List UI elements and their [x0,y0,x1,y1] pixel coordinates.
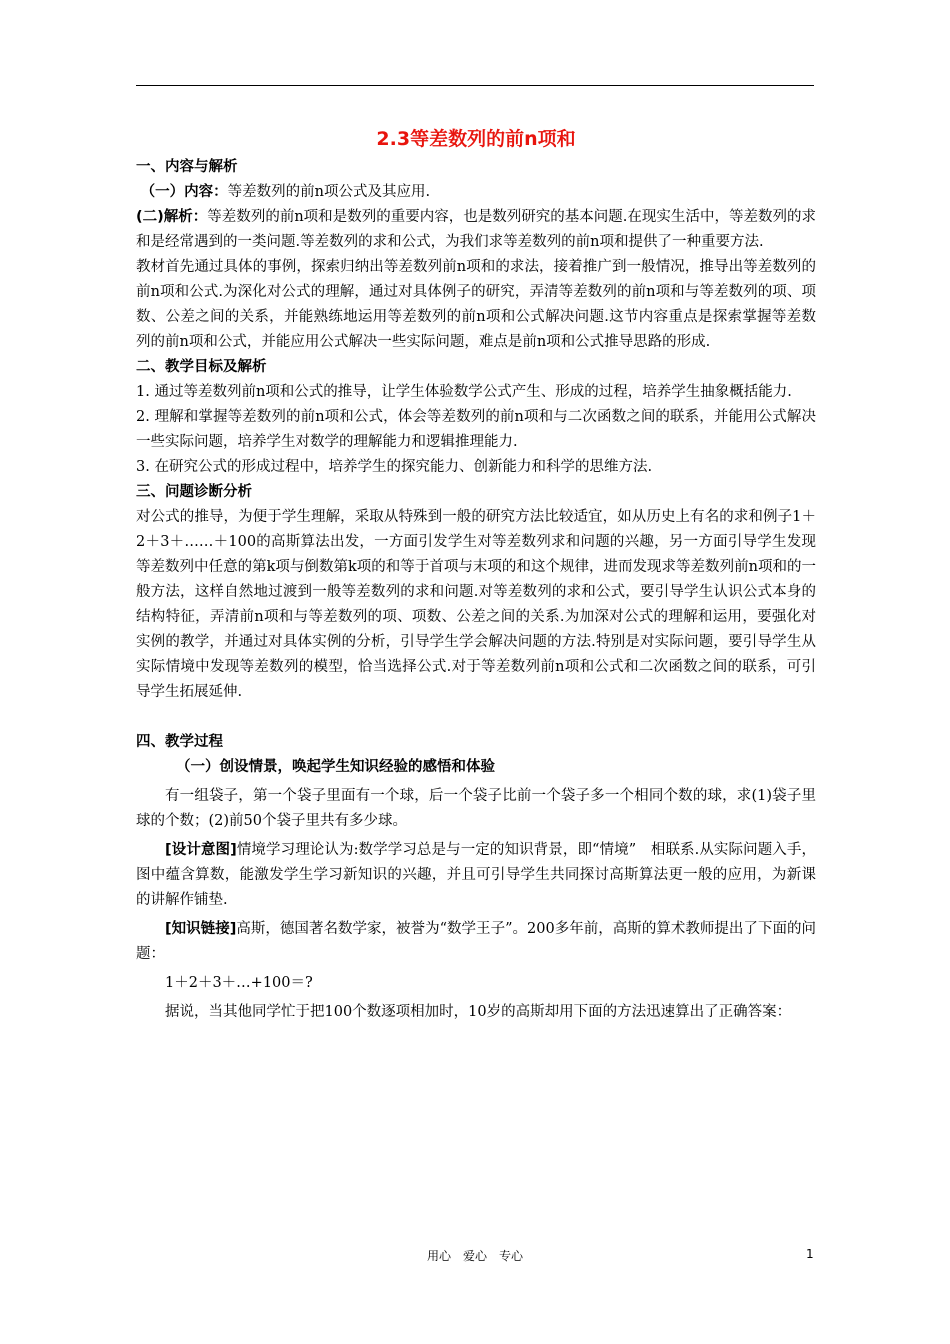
content-text: 等差数列的前n项公式及其应用. [227,184,431,200]
design-intent-text: 情境学习理论认为:数学学习总是与一定的知识背景，即“情境” 相联系.从实际问题入手，图中蕴含算数，能激发学生学习新知识的兴趣，并且可引导学生共同探讨高斯算法更一般的应用，为新课的讲解作铺垫. [136,842,816,908]
textbook-paragraph: 教材首先通过具体的事例，探索归纳出等差数列前n项和的求法，接着推广到一般情况，推导出等差数列的前n项和公式.为深化对公式的理解，通过对具体例子的研究，弄清等差数列的前n项和与等差数列的项、项数、公差之间的关系，并能熟练地运用等差数列的前n项和公式解决问题.这节内容重点是探索掌握等差数列的前n项和公式，并能应用公式解决一些实际问题，难点是前n项和公式推导思路的形成. [136,259,816,350]
section-heading-process: 四、教学过程 [136,734,223,750]
goal-item-2: 2. 理解和掌握等差数列的前n项和公式，体会等差数列的前n项和与二次函数之间的联系，并能用公式解决一些实际问题，培养学生对数学的理解能力和逻辑推理能力. [136,409,816,450]
knowledge-link-paragraph [136,917,816,967]
page-number: 1 [806,1247,814,1261]
gauss-formula: 1＋2＋3＋…+100＝? [165,975,313,991]
knowledge-link-label: [知识链接] [165,921,237,937]
analysis-text: 等差数列的前n项和是数列的重要内容，也是数列研究的基本问题.在现实生活中，等差数列的求和是经常遇到的一类问题.等差数列的求和公式，为我们求等差数列的前n项和提供了一种重要方法. [136,209,816,250]
subsection-heading: （一）创设情景，唤起学生知识经验的感悟和体验 [176,759,495,775]
section-heading-content: 一、内容与解析 [136,159,238,175]
situation-paragraph: 有一组袋子，第一个袋子里面有一个球，后一个袋子比前一个袋子多一个相同个数的球，求(1)袋子里球的个数；(2)前50个袋子里共有多少球。 [136,788,816,829]
header-rule [136,85,814,86]
knowledge-link-text: 高斯，德国著名数学家，被誉为“数学王子”。200多年前，高斯的算术教师提出了下面的问题： [136,921,816,962]
section-heading-diagnosis: 三、问题诊断分析 [136,484,252,500]
document-title: 2.3等差数列的前n项和 [376,128,576,150]
analysis-label: (二)解析： [136,209,208,225]
design-intent-paragraph [136,838,816,913]
goal-item-3: 3. 在研究公式的形成过程中，培养学生的探究能力、创新能力和科学的思维方法. [136,459,653,475]
goal-item-1: 1. 通过等差数列前n项和公式的推导，让学生体验数学公式产生、形成的过程，培养学生抽象概括能力. [136,384,792,400]
footer-motto: 用心 爱心 专心 [426,1249,523,1263]
document-body [136,124,816,1025]
content-label: （一）内容： [140,184,228,200]
diagnosis-paragraph: 对公式的推导，为便于学生理解，采取从特殊到一般的研究方法比较适宜，如从历史上有名的求和例子1＋2＋3＋……＋100的高斯算法出发，一方面引发学生对等差数列求和问题的兴趣，另一方面引导学生发现等差数列中任意的第k项与倒数第k项的和等于首项与末项的和这个规律，进而发现求等差数列前n项和的一般方法，这样自然地过渡到一般等差数列的求和问题.对等差数列的求和公式，要引导学生认识公式本身的结构特征，弄清前n项和与等差数列的项、项数、公差之间的关系.为加深对公式的理解和运用，要强化对实例的教学，并通过对具体实例的分析，引导学生学会解决问题的方法.特别是对实际问题，要引导学生从实际情境中发现等差数列的模型，恰当选择公式.对于等差数列前n项和公式和二次函数之间的联系，可引导学生拓展延伸. [136,509,816,700]
design-intent-label: [设计意图] [165,842,237,858]
section-heading-goals: 二、教学目标及解析 [136,359,267,375]
content-paragraph [136,180,816,205]
analysis-paragraph [136,205,816,255]
gauss-story-paragraph: 据说，当其他同学忙于把100个数逐项相加时，10岁的高斯却用下面的方法迅速算出了正确答案： [165,1004,792,1020]
